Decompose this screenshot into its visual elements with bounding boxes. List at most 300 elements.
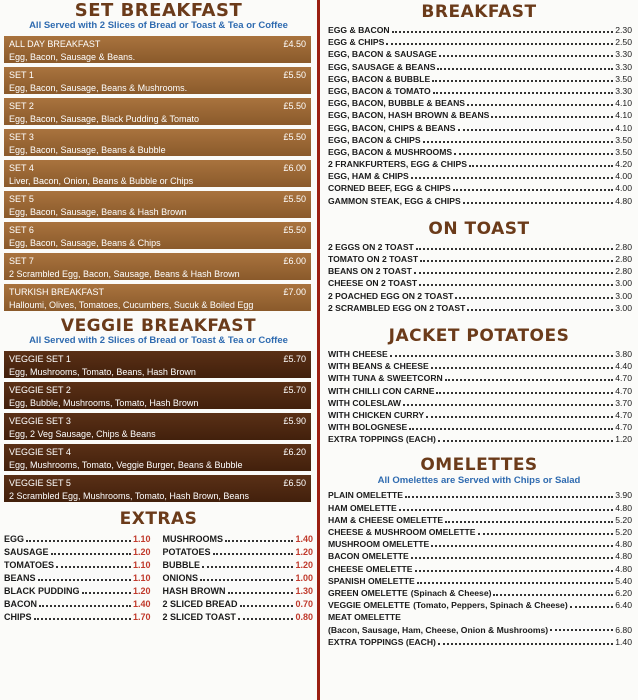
- menu-row: [328, 302, 632, 314]
- set-price: £6.20: [283, 447, 306, 457]
- leader-dots: [426, 411, 613, 418]
- menu-row: [328, 48, 632, 60]
- leader-dots: [467, 304, 613, 311]
- menu-row: [328, 290, 632, 302]
- set-item: [4, 284, 311, 315]
- menu-row: [163, 585, 314, 598]
- item-price: 4.10: [615, 98, 632, 109]
- menu-row: [328, 134, 632, 146]
- leader-dots: [225, 535, 293, 542]
- item-price: 4.80: [615, 539, 632, 550]
- item-price: 1.70: [132, 612, 151, 622]
- leader-dots: [39, 600, 131, 607]
- item-price: 1.20: [295, 547, 313, 557]
- set-description: Egg, Bacon, Sausage, Black Pudding & Tomato: [9, 114, 199, 124]
- item-name: SPANISH OMELETTE: [328, 575, 415, 586]
- leader-dots: [439, 50, 613, 57]
- leader-dots: [386, 38, 613, 45]
- item-name: EGG & BACON: [328, 25, 390, 35]
- item-price: 2.80: [615, 266, 632, 277]
- item-price: 3.00: [615, 278, 632, 289]
- menu-row: [4, 546, 151, 559]
- menu-row: [328, 550, 632, 562]
- item-price: 1.10: [132, 560, 151, 570]
- set-description: Egg, Bacon, Sausage, Beans & Hash Brown: [9, 207, 187, 217]
- item-name: EXTRA TOPPINGS (EACH): [328, 434, 436, 445]
- leader-dots: [463, 197, 614, 204]
- menu-row: [328, 61, 632, 73]
- item-price: 0.80: [295, 612, 313, 622]
- leader-dots: [411, 552, 614, 559]
- menu-row: [4, 533, 151, 546]
- item-name: EGG, BACON, BUBBLE & BEANS: [328, 98, 466, 109]
- item-name: WITH COLESLAW: [328, 397, 402, 408]
- set-description: 2 Scrambled Egg, Bacon, Sausage, Beans & Hash Brown: [9, 269, 240, 279]
- item-price: 1.10: [132, 534, 151, 544]
- item-price: 4.70: [615, 373, 632, 384]
- leader-dots: [453, 184, 614, 191]
- item-name: HAM OMELETTE: [328, 502, 397, 513]
- item-price: 4.80: [615, 563, 632, 574]
- set-description: Egg, Bacon, Sausage, Beans & Bubble: [9, 145, 166, 155]
- set-price: £5.50: [283, 101, 306, 111]
- set-description: Egg, Mushrooms, Tomato, Beans, Hash Brown: [9, 367, 196, 377]
- leader-dots: [213, 548, 294, 555]
- set-description: Egg, Bacon, Sausage & Beans.: [9, 52, 136, 62]
- set-item: [4, 67, 311, 98]
- item-name: EGG, BACON & TOMATO: [328, 85, 431, 96]
- set-name: SET 6: [9, 225, 34, 235]
- leader-dots: [202, 561, 293, 568]
- set-price: £5.50: [283, 225, 306, 235]
- item-name: TOMATO ON 2 TOAST: [328, 254, 419, 264]
- set-item: [4, 382, 311, 413]
- menu-row: [328, 85, 632, 97]
- set-breakfast-list: [0, 36, 317, 315]
- menu-row: [163, 533, 314, 546]
- menu-row: [163, 546, 314, 559]
- set-item: [4, 413, 311, 444]
- set-description: Egg, Bacon, Sausage, Beans & Chips: [9, 238, 161, 248]
- item-price: 6.80: [615, 624, 632, 635]
- leader-dots: [38, 574, 131, 581]
- item-name: EXTRA TOPPINGS (EACH): [328, 636, 436, 647]
- item-price: 1.40: [132, 599, 151, 609]
- item-price: 3.30: [615, 85, 632, 96]
- item-name: 2 SLICED TOAST: [162, 612, 236, 622]
- menu-row: [328, 599, 632, 611]
- item-name: EGG, HAM & CHIPS: [328, 171, 409, 182]
- menu-row: [328, 97, 632, 109]
- right-column: [320, 0, 638, 700]
- leader-dots: [51, 548, 131, 555]
- veggie-breakfast-title: VEGGIE BREAKFAST: [60, 316, 257, 336]
- item-price: 2.30: [615, 25, 632, 35]
- item-name: 2 SLICED BREAD: [162, 599, 238, 609]
- leader-dots: [34, 613, 131, 620]
- menu-row: [163, 611, 314, 624]
- menu-row: [328, 397, 632, 409]
- leader-dots: [469, 160, 613, 167]
- item-price: 3.30: [615, 49, 632, 60]
- item-name: POTATOES: [162, 547, 211, 557]
- set-price: £5.90: [283, 416, 306, 426]
- menu-row: [328, 277, 632, 289]
- item-name: BEANS: [4, 573, 36, 583]
- leader-dots: [550, 624, 613, 631]
- item-name: BUBBLE: [162, 560, 200, 570]
- item-price: 6.20: [615, 587, 632, 598]
- item-price: 5.40: [615, 575, 632, 586]
- item-name: BACON OMELETTE: [328, 551, 409, 562]
- leader-dots: [399, 504, 614, 511]
- item-name: CHEESE & MUSHROOM OMELETTE: [328, 527, 476, 537]
- menu-row: [328, 348, 632, 360]
- set-price: £5.50: [283, 194, 306, 204]
- item-price: 3.50: [615, 73, 632, 84]
- leader-dots: [445, 516, 613, 523]
- menu-row: [328, 611, 632, 623]
- menu-row: [4, 559, 151, 572]
- set-name: SET 2: [9, 101, 34, 111]
- item-price: 4.20: [615, 159, 632, 170]
- set-description: Egg, Mushrooms, Tomato, Veggie Burger, Beans & Bubble: [9, 460, 243, 470]
- menu-row: [328, 636, 632, 648]
- leader-dots: [432, 75, 613, 82]
- item-name: GAMMON STEAK, EGG & CHIPS: [328, 195, 461, 206]
- leader-dots: [438, 638, 613, 645]
- menu-row: [163, 572, 314, 585]
- leader-dots: [478, 528, 614, 535]
- set-breakfast-subtitle: All Served with 2 Slices of Bread or Toast & Tea or Coffee: [29, 20, 288, 31]
- leader-dots: [455, 292, 613, 299]
- item-name: EGG, BACON & SAUSAGE: [328, 49, 437, 60]
- leader-dots: [200, 574, 293, 581]
- item-note: (Tomato, Peppers, Spinach & Cheese): [413, 600, 568, 611]
- menu-row: [328, 385, 632, 397]
- item-name: EGG, SAUSAGE & BEANS: [328, 61, 436, 72]
- item-price: 4.40: [615, 361, 632, 372]
- leader-dots: [82, 587, 131, 594]
- item-price: 4.70: [615, 422, 632, 433]
- item-price: 3.50: [615, 134, 632, 145]
- item-name: TOMATOES: [4, 560, 55, 570]
- item-name: WITH BEANS & CHEESE: [328, 361, 429, 372]
- set-description: Egg, Bacon, Sausage, Beans & Mushrooms.: [9, 83, 188, 93]
- extras-right-column: [159, 533, 314, 624]
- menu-row: [328, 514, 632, 526]
- item-name: WITH CHICKEN CURRY: [328, 409, 425, 420]
- on-toast-title: ON TOAST: [428, 218, 530, 239]
- set-item: [4, 475, 311, 506]
- menu-row: [328, 241, 632, 253]
- item-price: 1.20: [295, 560, 313, 570]
- leader-dots: [405, 491, 613, 498]
- set-name: ALL DAY BREAKFAST: [9, 39, 101, 49]
- leader-dots: [390, 350, 614, 357]
- set-name: VEGGIE SET 4: [9, 447, 71, 457]
- item-note: (Bacon, Sausage, Ham, Cheese, Onion & Mushrooms): [328, 624, 549, 635]
- set-name: VEGGIE SET 5: [9, 478, 71, 488]
- item-note: (Spinach & Cheese): [410, 587, 492, 598]
- item-name: EGG, BACON, HASH BROWN & BEANS: [328, 110, 490, 121]
- item-price: 1.40: [615, 636, 632, 647]
- leader-dots: [458, 124, 614, 131]
- leader-dots: [431, 540, 613, 547]
- menu-row: [328, 538, 632, 550]
- menu-row: [328, 265, 632, 277]
- menu-row: [4, 598, 151, 611]
- menu-row: [163, 559, 314, 572]
- leader-dots: [240, 600, 294, 607]
- menu-row: [328, 502, 632, 514]
- item-price: 1.20: [615, 434, 632, 445]
- item-price: 4.00: [615, 171, 632, 182]
- set-item: [4, 222, 311, 253]
- item-price: 4.00: [615, 183, 632, 194]
- item-name: 2 EGGS ON 2 TOAST: [328, 241, 414, 252]
- on-toast-list: [328, 241, 632, 314]
- menu-row: [328, 36, 632, 48]
- extras-left-column: [4, 533, 159, 624]
- leader-dots: [437, 63, 613, 70]
- set-name: SET 1: [9, 70, 34, 80]
- item-price: 5.20: [615, 514, 632, 525]
- item-name: BLACK PUDDING: [4, 586, 80, 596]
- left-column: [0, 0, 317, 700]
- set-description: 2 Scrambled Egg, Mushrooms, Tomato, Hash Brown, Beans: [9, 491, 249, 501]
- item-name: EGG: [4, 534, 25, 544]
- leader-dots: [414, 267, 613, 274]
- set-item: [4, 160, 311, 191]
- set-description: Liver, Bacon, Onion, Beans & Bubble or Chips: [9, 176, 194, 186]
- menu-row: [328, 489, 632, 501]
- item-name: WITH TUNA & SWEETCORN: [328, 373, 443, 384]
- item-price: 3.00: [615, 302, 632, 313]
- item-price: 3.70: [615, 397, 632, 408]
- item-name: MUSHROOM OMELETTE: [328, 539, 430, 550]
- item-name: CHIPS: [4, 612, 32, 622]
- menu-row: [328, 587, 632, 599]
- omelettes-subtitle: All Omelettes are Served with Chips or Salad: [377, 475, 581, 487]
- item-name: CORNED BEEF, EGG & CHIPS: [328, 183, 451, 194]
- menu-row: [328, 170, 632, 182]
- menu-row: [328, 146, 632, 158]
- set-name: SET 7: [9, 256, 34, 266]
- item-name: CHEESE ON 2 TOAST: [328, 278, 418, 289]
- item-name: WITH BOLOGNESE: [328, 422, 408, 433]
- omelettes-list: [328, 489, 632, 611]
- set-description: Egg, 2 Veg Sausage, Chips & Beans: [9, 429, 156, 439]
- item-price: 4.80: [615, 551, 632, 562]
- leader-dots: [417, 577, 614, 584]
- item-name: EGG, BACON & BUBBLE: [328, 73, 431, 84]
- item-price: 6.40: [615, 600, 632, 611]
- extras-list: [4, 533, 313, 624]
- veggie-breakfast-subtitle: All Served with 2 Slices of Bread or Toast & Tea or Coffee: [29, 335, 288, 346]
- item-name: 2 FRANKFURTERS, EGG & CHIPS: [328, 159, 467, 170]
- item-price: 4.80: [615, 502, 632, 513]
- set-name: SET 3: [9, 132, 34, 142]
- set-price: £5.50: [283, 132, 306, 142]
- leader-dots: [433, 87, 614, 94]
- veggie-breakfast-list: [0, 351, 317, 506]
- set-breakfast-title: SET BREAKFAST: [74, 0, 243, 21]
- leader-dots: [392, 26, 614, 33]
- item-price: 4.70: [615, 409, 632, 420]
- item-name: GREEN OMELETTE: [328, 587, 408, 598]
- leader-dots: [56, 561, 131, 568]
- menu-row: [328, 575, 632, 587]
- item-name: MUSHROOMS: [162, 534, 223, 544]
- leader-dots: [467, 99, 613, 106]
- leader-dots: [454, 148, 613, 155]
- leader-dots: [420, 255, 613, 262]
- item-price: 2.80: [615, 254, 632, 264]
- item-price: 2.50: [615, 37, 632, 48]
- set-name: VEGGIE SET 1: [9, 354, 71, 364]
- set-name: SET 4: [9, 163, 34, 173]
- item-price: 2.80: [615, 241, 632, 252]
- item-price: 4.70: [615, 385, 632, 396]
- meat-omelette: [328, 611, 632, 647]
- item-price: 0.70: [295, 599, 313, 609]
- leader-dots: [228, 587, 294, 594]
- item-price: 1.40: [295, 534, 313, 544]
- item-name: EGG & CHIPS: [328, 37, 385, 48]
- item-name: WITH CHILLI CON CARNE: [328, 385, 435, 396]
- item-price: 1.20: [132, 586, 151, 596]
- menu-row: [328, 195, 632, 207]
- item-name: BACON: [4, 599, 37, 609]
- set-item: [4, 444, 311, 475]
- leader-dots: [445, 374, 614, 381]
- set-price: £7.00: [283, 287, 306, 297]
- leader-dots: [423, 136, 614, 143]
- item-name: EGG, BACON, CHIPS & BEANS: [328, 122, 456, 133]
- item-name: 2 SCRAMBLED EGG ON 2 TOAST: [328, 302, 466, 313]
- item-price: 1.20: [132, 547, 151, 557]
- menu-row: [328, 409, 632, 421]
- jacket-potatoes-list: [328, 348, 632, 446]
- menu-row: [328, 421, 632, 433]
- item-name: ONIONS: [162, 573, 199, 583]
- item-price: 1.10: [132, 573, 151, 583]
- leader-dots: [26, 535, 131, 542]
- set-price: £5.70: [283, 354, 306, 364]
- leader-dots: [570, 601, 614, 608]
- menu-row: [328, 109, 632, 121]
- item-price: 4.10: [615, 110, 632, 121]
- menu-row: [328, 182, 632, 194]
- item-price: 1.00: [295, 573, 313, 583]
- set-description: Egg, Bubble, Mushrooms, Tomato, Hash Brown: [9, 398, 199, 408]
- omelettes-title: OMELETTES: [420, 455, 538, 476]
- menu-row: [328, 253, 632, 265]
- item-name: WITH CHEESE: [328, 348, 388, 359]
- set-name: SET 5: [9, 194, 34, 204]
- menu-row: [4, 611, 151, 624]
- item-name: 2 POACHED EGG ON 2 TOAST: [328, 290, 454, 301]
- item-price: 3.80: [615, 348, 632, 359]
- menu-row: [328, 158, 632, 170]
- menu-row: [328, 624, 632, 636]
- item-price: 3.90: [615, 490, 632, 501]
- item-price: 3.50: [615, 146, 632, 157]
- leader-dots: [436, 387, 613, 394]
- extras-title: EXTRAS: [119, 509, 198, 529]
- item-name: PLAIN OMELETTE: [328, 490, 403, 501]
- breakfast-list: [328, 24, 632, 207]
- leader-dots: [415, 565, 614, 572]
- item-name: SAUSAGE: [4, 547, 49, 557]
- item-price: 3.00: [615, 290, 632, 301]
- item-name: BEANS ON 2 TOAST: [328, 266, 412, 277]
- item-price: 4.10: [615, 122, 632, 133]
- item-name: VEGGIE OMELETTE: [328, 600, 411, 611]
- item-name: CHEESE OMELETTE: [328, 563, 413, 574]
- item-price: 4.80: [615, 195, 632, 206]
- menu-row: [328, 526, 632, 538]
- leader-dots: [493, 589, 613, 596]
- menu-row: [328, 563, 632, 575]
- leader-dots: [491, 111, 613, 118]
- leader-dots: [416, 243, 613, 250]
- set-price: £6.00: [283, 256, 306, 266]
- menu-row: [4, 585, 151, 598]
- item-price: 3.30: [615, 61, 632, 72]
- leader-dots: [419, 279, 613, 286]
- item-name: HASH BROWN: [162, 586, 226, 596]
- set-price: £6.00: [283, 163, 306, 173]
- menu-row: [328, 372, 632, 384]
- leader-dots: [431, 362, 614, 369]
- set-price: £4.50: [283, 39, 306, 49]
- item-name: HAM & CHEESE OMELETTE: [328, 514, 444, 525]
- menu-row: [328, 24, 632, 36]
- menu-row: [328, 122, 632, 134]
- leader-dots: [438, 435, 613, 442]
- item-price: 1.30: [295, 586, 313, 596]
- item-name: EGG, BACON & CHIPS: [328, 134, 421, 145]
- menu-row: [328, 360, 632, 372]
- menu-row: [163, 598, 314, 611]
- leader-dots: [403, 399, 613, 406]
- item-name: MEAT OMELETTE: [328, 612, 401, 623]
- set-item: [4, 191, 311, 222]
- jacket-potatoes-title: JACKET POTATOES: [388, 325, 570, 346]
- set-price: £6.50: [283, 478, 306, 488]
- set-item: [4, 129, 311, 160]
- set-price: £5.70: [283, 385, 306, 395]
- set-name: VEGGIE SET 3: [9, 416, 71, 426]
- leader-dots: [411, 172, 614, 179]
- item-name: EGG, BACON & MUSHROOMS: [328, 146, 453, 157]
- item-price: 5.20: [615, 527, 632, 537]
- breakfast-title: BREAKFAST: [421, 2, 537, 22]
- set-price: £5.50: [283, 70, 306, 80]
- leader-dots: [238, 613, 294, 620]
- menu-row: [328, 73, 632, 85]
- set-item: [4, 98, 311, 129]
- set-description: Halloumi, Olives, Tomatoes, Cucumbers, Sucuk & Boiled Egg: [9, 300, 254, 310]
- set-item: [4, 253, 311, 284]
- set-name: VEGGIE SET 2: [9, 385, 71, 395]
- menu-row: [328, 433, 632, 445]
- leader-dots: [409, 423, 613, 430]
- set-item: [4, 36, 311, 67]
- menu-row: [4, 572, 151, 585]
